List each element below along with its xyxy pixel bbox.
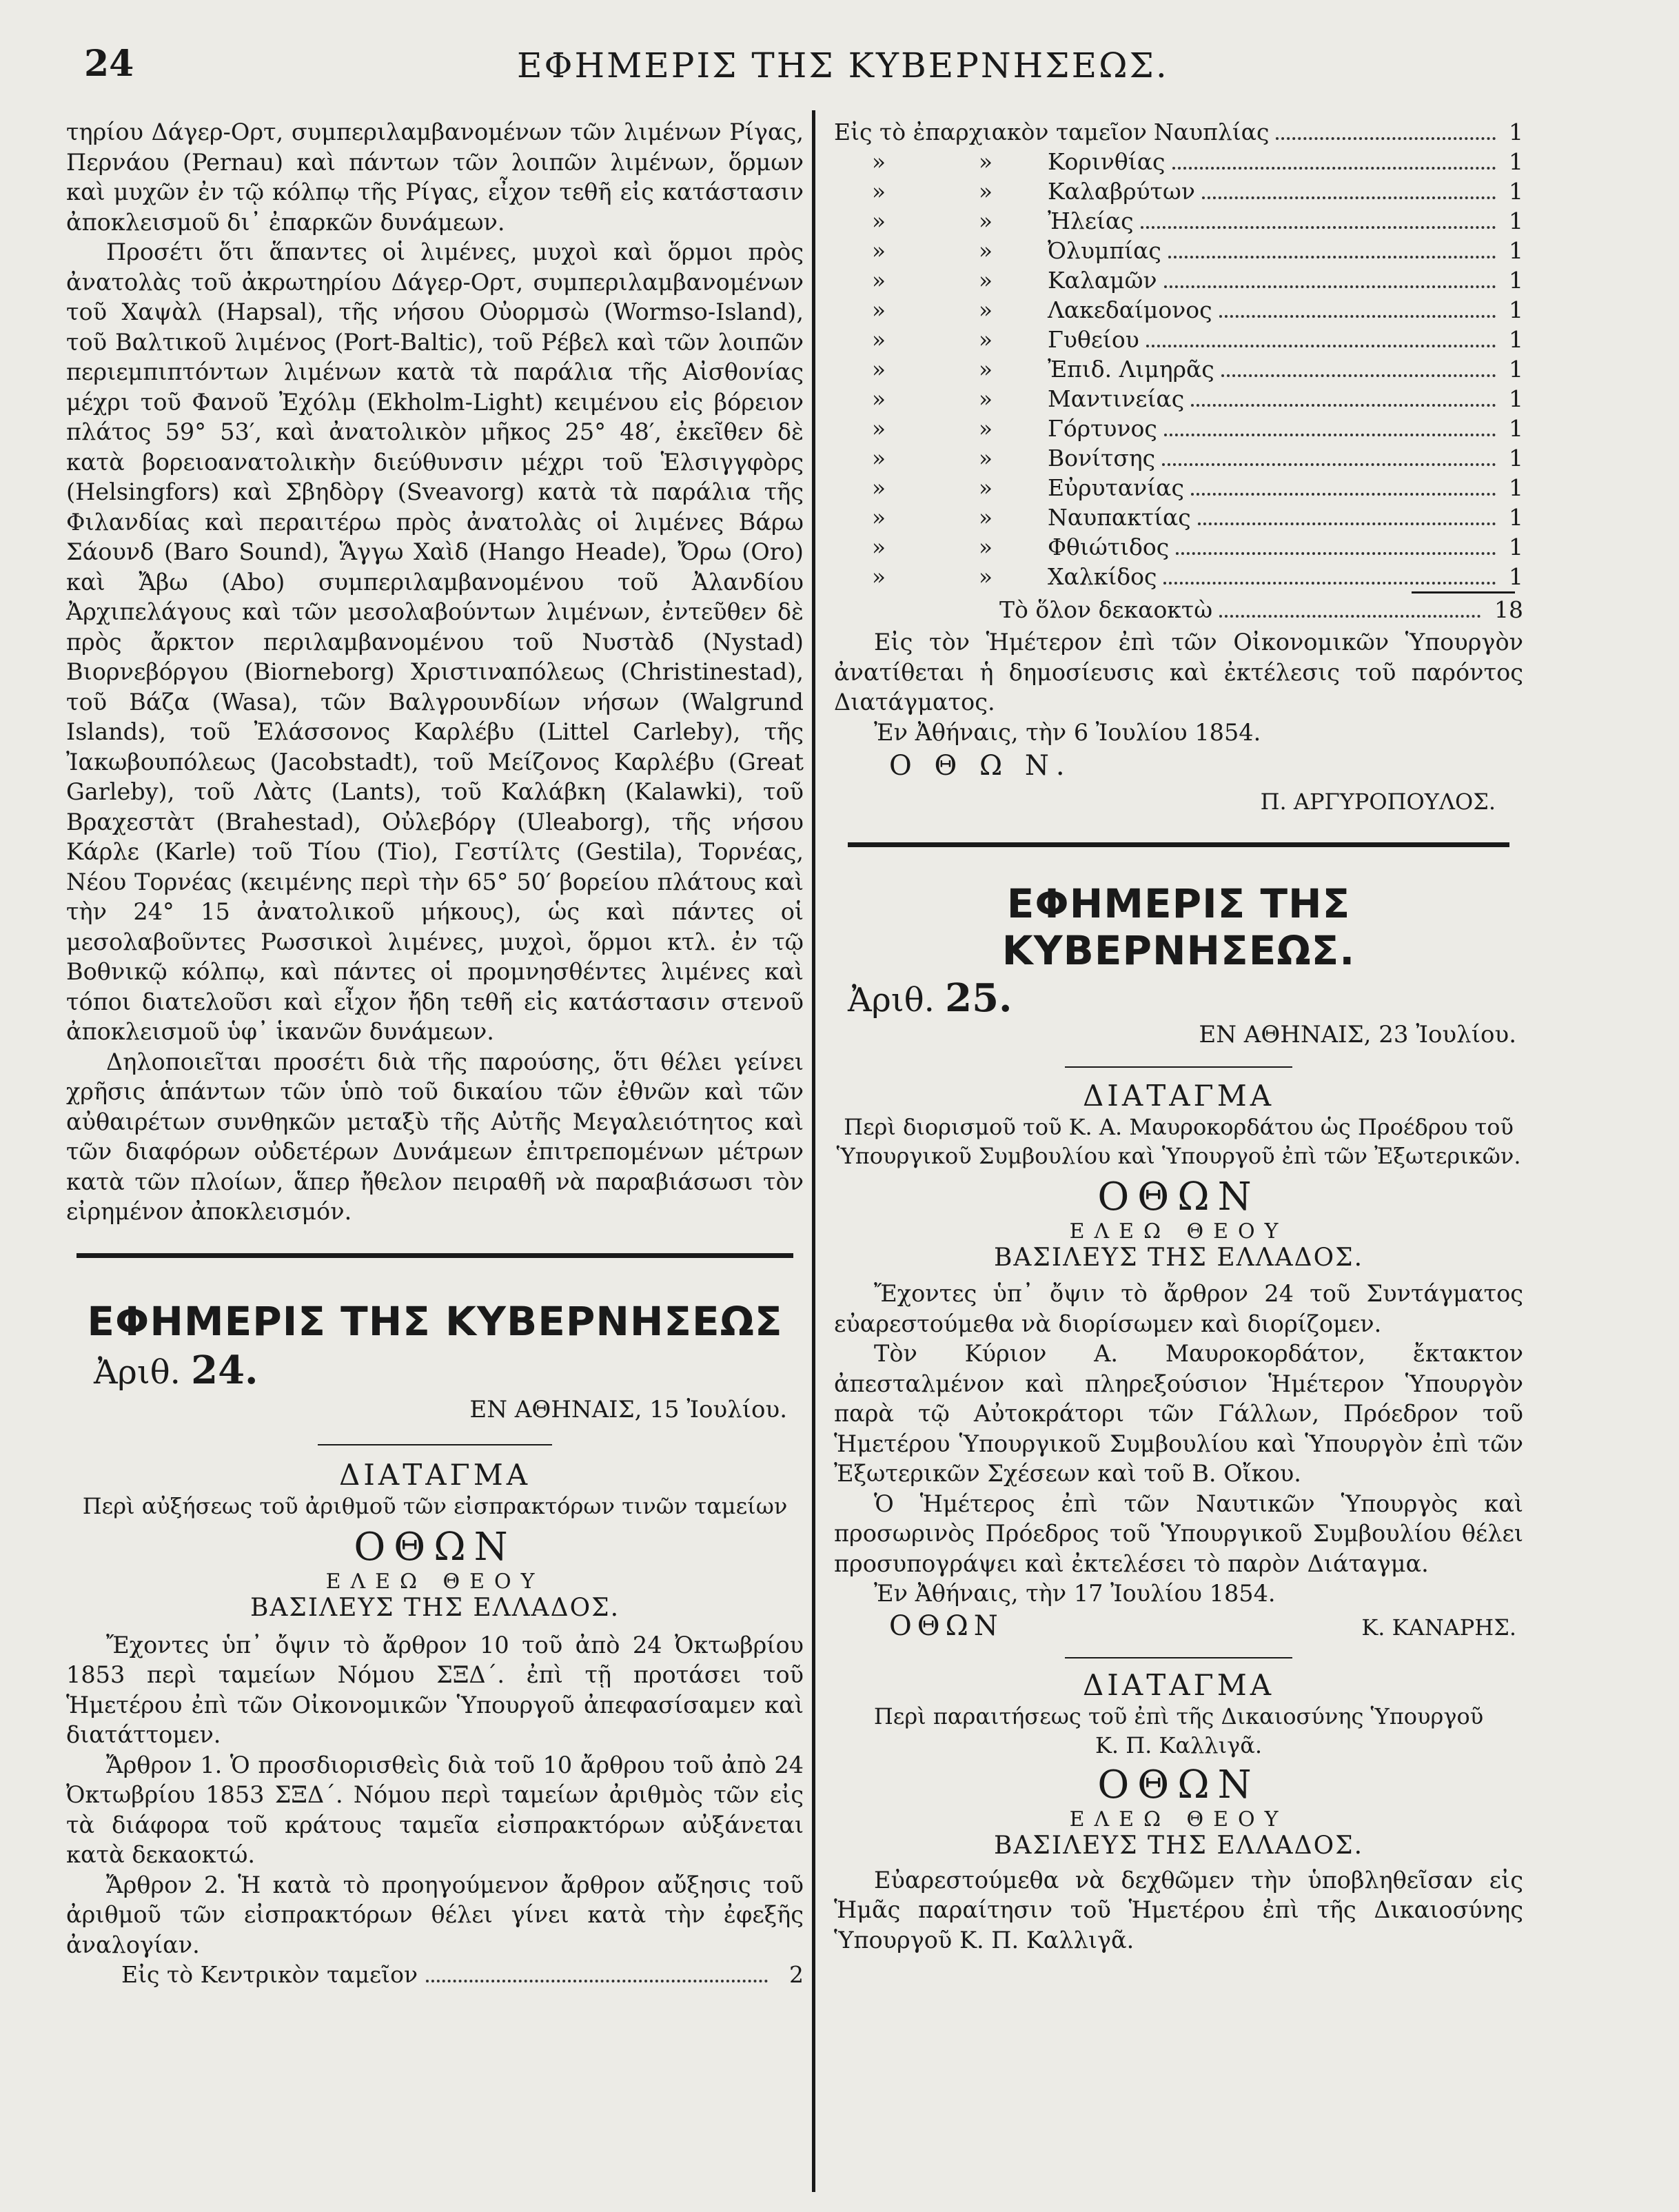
signature-row (834, 1610, 1523, 1642)
distribution-row (834, 532, 1523, 562)
decree-date-place: Ἐν Ἀθήναις, τὴν 17 Ἰουλίου 1854. (874, 1580, 1276, 1607)
decree-heading: ΔΙΑΤΑΓΜΑ (338, 1457, 531, 1492)
decree-subject: Περὶ παραιτήσεως τοῦ ἐπὶ τῆς Δικαιοσύνης Ὑπουργοῦ (873, 1703, 1484, 1729)
district-count: 1 (1509, 356, 1523, 383)
decree-paragraph: Ὁ Ἡμέτερος ἐπὶ τῶν Ναυτικῶν Ὑπουργὸς καὶ προσωρινὸς Πρόεδρος τοῦ Ὑπουργικοῦ Συμβουλίου θέλει προσυπογράψει καὶ ἐκτελέσει τὸ παρὸν Διάταγμα. (834, 1490, 1523, 1577)
ditto-mark: » (978, 326, 993, 353)
issue-25-number (848, 975, 1523, 1021)
eleo-theou: ΕΛΕΩ ΘΕΟΥ (1069, 1219, 1288, 1244)
ditto-mark: » (978, 178, 993, 205)
district-count: 1 (1509, 504, 1523, 531)
ditto-mark: » (871, 563, 886, 590)
ditto-mark: » (978, 267, 993, 294)
district-name: Γυθείου (1048, 326, 1139, 353)
leader-dots (1219, 615, 1480, 618)
ditto-mark: » (871, 534, 886, 560)
decree-heading: ΔΙΑΤΑΓΜΑ (1082, 1079, 1275, 1113)
distribution-row (834, 176, 1523, 206)
distribution-row (834, 236, 1523, 265)
ditto-mark: » (978, 237, 993, 264)
king-name: ΟΘΩΝ (1097, 1762, 1260, 1807)
total-label: Τὸ ὅλον δεκαοκτὼ (999, 596, 1213, 623)
king-title: ΒΑΣΙΛΕΥΣ ΤΗΣ ΕΛΛΑΔΟΣ. (993, 1244, 1364, 1272)
decree-subject: Κ. Π. Καλλιγᾶ. (1095, 1732, 1263, 1758)
district-count: 1 (1509, 237, 1523, 264)
ditto-mark: » (978, 296, 993, 323)
leader-dots (1202, 196, 1496, 199)
district-name: Χαλκίδος (1048, 563, 1157, 590)
king-title: ΒΑΣΙΛΕΥΣ ΤΗΣ ΕΛΛΑΔΟΣ. (250, 1593, 620, 1622)
district-name: Καλαμῶν (1048, 267, 1157, 294)
leader-dots (1219, 315, 1496, 318)
ditto-mark: » (871, 296, 886, 323)
decree-paragraph: Εὐαρεστούμεθα νὰ δεχθῶμεν τὴν ὑποβληθεῖσαν εἰς Ἡμᾶς παραίτησιν τοῦ Ἡμετέρου ἐπὶ τῆς Δικαιοσύνης Ὑπουργοῦ Κ. Π. Καλλιγᾶ. (834, 1866, 1523, 1954)
issue-number-label: Ἀριθ. (94, 1352, 181, 1392)
issue-24-title: ΕΦΗΜΕΡΙΣ ΤΗΣ ΚΥΒΕΡΝΗΣΕΩΣ (87, 1297, 783, 1345)
leader-dots (1168, 256, 1496, 258)
district-count: 1 (1509, 148, 1523, 175)
ditto-mark: » (978, 148, 993, 175)
ditto-mark: » (978, 356, 993, 383)
distribution-row (834, 265, 1523, 295)
ditto-mark: » (871, 267, 886, 294)
central-treasury-row (66, 1960, 804, 1989)
district-count: 1 (1509, 563, 1523, 590)
leader-dots (1191, 404, 1496, 407)
distribution-row (834, 384, 1523, 414)
leader-dots (1276, 137, 1496, 140)
running-title: ΕΦΗΜΕΡΙΣ ΤΗΣ ΚΥΒΕΡΝΗΣΕΩΣ. (517, 45, 1169, 85)
ditto-mark: » (978, 563, 993, 590)
notice-paragraph: Δηλοποιεῖται προσέτι διὰ τῆς παρούσης, ὅτι θέλει γείνει χρῆσις ἁπάντων τῶν ὑπὸ τοῦ δικαίου τῶν ἐθνῶν καὶ τῶν αὐθαιρέτων συνθηκῶν μεταξὺ τῆς Αὐτῆς Μεγαλειότητος καὶ τῶν διαφόρων οὐδετέρων Δυνάμεων ἐπιτρεπομένων μέτρων κατὰ τῶν πλοίων, ἅπερ ἤθελον πειραθῆ νὰ παραβιάσωσι τὸν εἰρημένον ἀποκλεισμόν. (66, 1048, 804, 1225)
district-name: Γόρτυνος (1048, 415, 1157, 442)
district-count: 1 (1509, 445, 1523, 471)
distribution-row (834, 325, 1523, 354)
central-treasury-count: 2 (789, 1961, 804, 1988)
left-column (66, 117, 804, 1989)
issue-24-date: ΕΝ ΑΘΗΝΑΙΣ, 15 Ἰουλίου. (469, 1395, 787, 1423)
ditto-mark: » (978, 534, 993, 560)
ditto-mark: » (871, 326, 886, 353)
leader-dots (426, 1980, 768, 1982)
district-name: Εὐρυτανίας (1048, 474, 1184, 501)
district-name: Βονίτσης (1048, 445, 1156, 471)
district-count: 1 (1509, 385, 1523, 412)
ditto-mark: » (978, 474, 993, 501)
sum-rule (1412, 591, 1515, 593)
distribution-row (834, 206, 1523, 236)
ditto-mark: » (871, 445, 886, 471)
district-count: 1 (1509, 534, 1523, 560)
district-count: 1 (1509, 326, 1523, 353)
ditto-mark: » (871, 385, 886, 412)
leader-dots (1141, 226, 1496, 229)
distribution-table (834, 117, 1523, 591)
distribution-row (834, 443, 1523, 473)
ditto-mark: » (871, 178, 886, 205)
decree-subject: Περὶ διορισμοῦ τοῦ Κ. Α. Μαυροκορδάτου ὡς Προέδρου τοῦ Ὑπουργικοῦ Συμβουλίου καὶ Ὑπουργοῦ ἐπὶ τῶν Ἐξωτερικῶν. (836, 1114, 1521, 1169)
section-rule (77, 1253, 793, 1258)
king-signature: Ο Θ Ω Ν. (889, 750, 1072, 782)
minister-signature: Π. ΑΡΓΥΡΟΠΟΥΛΟΣ. (1260, 789, 1496, 815)
issue-25-date: ΕΝ ΑΘΗΝΑΙΣ, 23 Ἰουλίου. (1199, 1021, 1516, 1048)
eleo-theou: ΕΛΕΩ ΘΕΟΥ (325, 1569, 545, 1594)
ditto-mark: » (871, 415, 886, 442)
district-name: Φθιώτιδος (1048, 534, 1170, 560)
district-count: 1 (1509, 207, 1523, 234)
page-number: 24 (84, 43, 134, 85)
leader-dots (1221, 374, 1496, 377)
distribution-row (834, 295, 1523, 325)
leader-dots (1162, 463, 1496, 466)
leader-dots (1191, 493, 1496, 496)
ditto-mark: » (871, 504, 886, 531)
leader-dots (1164, 434, 1496, 436)
issue-25-title: ΕΦΗΜΕΡΙΣ ΤΗΣ ΚΥΒΕΡΝΗΣΕΩΣ. (1001, 880, 1356, 974)
ditto-mark: » (871, 148, 886, 175)
ditto-mark: » (871, 356, 886, 383)
distribution-row (834, 117, 1523, 147)
leader-dots (1176, 552, 1496, 555)
ditto-mark: » (978, 207, 993, 234)
ditto-mark: » (978, 504, 993, 531)
central-treasury-label: Εἰς τὸ Κεντρικὸν ταμεῖον (121, 1961, 418, 1988)
ditto-mark: » (978, 415, 993, 442)
distribution-row (834, 414, 1523, 443)
blockade-paragraph: Προσέτι ὅτι ἅπαντες οἱ λιμένες, μυχοὶ καὶ ὅρμοι πρὸς ἀνατολὰς τοῦ ἀκρωτηρίου Δάγερ-Ορτ, συμπεριλαμβανομένων τοῦ Χαψὰλ (Hapsal), τῆς νήσου Οὐορμσὼ (Wormso-Island), τοῦ Βαλτικοῦ λιμένος (Port-Baltic), τοῦ Ρέβελ καὶ τῶν λοιπῶν περιεμπιπτόντων λιμένων κατὰ τὰ παράλια τῆς Αἰσθονίας μέχρι τοῦ Φανοῦ Ἐχόλμ (Ekholm-Light) κειμένου εἰς βόρειον πλάτος 59° 53′, καὶ ἀνατολικὸν μῆκος 25° 48′, ἐκεῖθεν δὲ κατὰ βορειοανατολικὴν διεύθυνσιν μέχρι τοῦ Ἑλσιγγφὸρς (Helsingfors) καὶ Σβηδὸργ (Sveavorg) κατὰ τὰ παράλια τῆς Φιλανδίας καὶ περαιτέρω πρὸς ἀνατολὰς οἱ λιμένες Βάρω Σάουνδ (Baro Sound), Ἅγγω Χαὶδ (Hango Heade), Ὄρω (Oro) καὶ Ἄβω (Abo) συμπεριλαμβανομένου τοῦ Ἀλανδίου Ἀρχιπελάγους καὶ τῶν μεσολαβούντων λιμένων, ἐντεῦθεν δὲ πρὸς ἄρκτον περιλαμβανομένου τοῦ Νυστὰδ (Nystad) Βιορνεβόργου (Biorneborg) Χριστιναπόλεως (Christinestad), τοῦ Βάζα (Wasa), τῶν Βαλγρουνδίων νήσων (Walgrund Islands), τοῦ Ἐλάσσονος Καρλέβυ (Littel Carleby), τῆς Ἰακωβουπόλεως (Jacobstadt), τοῦ Μείζονος Καρλέβυ (Great Garleby), τοῦ Λὰτς (Lants), τοῦ Καλάβκη (Kalawki), τοῦ Βραχεστὰτ (Brahestad), Οὐλεβόργ (Uleaborg), τῆς νήσου Κάρλε (Karle) τοῦ Τίου (Tio), Γεστίλτς (Gestila), Τορνέας, Νέου Τορνέας (κειμένης περὶ τὴν 65° 50′ βορείου πλάτους καὶ τὴν 24° 15 ἀνατολικοῦ μήκους), ὡς καὶ πάντες οἱ μεσολαβοῦντες Ρωσσικοὶ λιμένες, μυχοὶ, ὅρμοι κτλ. ἐν τῷ Βοθνικῷ κόλπῳ, καὶ πάντες οἱ προμνησθέντες λιμένες καὶ τόποι διατελοῦσι καὶ εἶχον ἤδη τεθῆ εἰς κατάστασιν στενοῦ ἀποκλεισμοῦ ὑφ᾿ ἱκανῶν δυνάμεων. (66, 239, 804, 1045)
king-name: ΟΘΩΝ (354, 1524, 516, 1570)
leader-dots (1172, 167, 1496, 170)
ditto-mark: » (871, 474, 886, 501)
article-1: Ἄρθρον 1. Ὁ προσδιορισθεὶς διὰ τοῦ 10 ἄρθρου τοῦ ἀπὸ 24 Ὀκτωβρίου 1853 ΣΞΔ΄. Νόμου περὶ ταμείων ἀριθμὸς τῶν εἰς τὰ διάφορα τοῦ κράτους ταμεῖα εἰσπρακτόρων αὐξάνεται κατὰ δεκαοκτώ. (66, 1751, 804, 1868)
district-name: Κορινθίας (1048, 148, 1166, 175)
district-name: Ἠλείας (1048, 207, 1134, 234)
leader-dots (1146, 345, 1496, 347)
decree-date-place: Ἐν Ἀθήναις, τὴν 6 Ἰουλίου 1854. (874, 718, 1261, 746)
issue-number-value: 24. (191, 1347, 258, 1393)
district-name: Λακεδαίμονος (1048, 296, 1212, 323)
ditto-mark: » (871, 207, 886, 234)
king-title: ΒΑΣΙΛΕΥΣ ΤΗΣ ΕΛΛΑΔΟΣ. (993, 1831, 1364, 1860)
district-name: Ἐπιδ. Λιμηρᾶς (1048, 356, 1214, 383)
distribution-row (834, 503, 1523, 532)
district-count: 1 (1509, 296, 1523, 323)
district-name: Ναυπακτίας (1048, 504, 1191, 531)
distribution-prefix: Εἰς τὸ ἐπαρχιακὸν ταμεῖον (834, 119, 1147, 145)
total-count: 18 (1494, 596, 1523, 623)
distribution-row (834, 354, 1523, 384)
minister-signature: Κ. ΚΑΝΑΡΗΣ. (1361, 1614, 1516, 1641)
distribution-row (834, 562, 1523, 591)
leader-dots (1163, 582, 1496, 585)
total-row (834, 595, 1523, 625)
leader-dots (1198, 522, 1496, 525)
decree-paragraph: Τὸν Κύριον Α. Μαυροκορδάτον, ἔκτακτον ἀπεσταλμένον καὶ πληρεξούσιον Ἡμέτερον Ὑπουργὸν παρὰ τῷ Αὐτοκράτορι τῶν Γάλλων, Πρόεδρον τοῦ Ἡμετέρου Ὑπουργικοῦ Συμβουλίου καὶ Ὑπουργὸν ἐπὶ τῶν Ἐξωτερικῶν Σχέσεων καὶ τοῦ Β. Οἴκου. (834, 1340, 1523, 1487)
section-rule (848, 842, 1509, 847)
eleo-theou: ΕΛΕΩ ΘΕΟΥ (1069, 1807, 1288, 1832)
king-signature: ΟΘΩΝ (889, 1610, 1004, 1642)
issue-number-value: 25. (945, 975, 1013, 1021)
district-name: Ὀλυμπίας (1048, 237, 1161, 264)
right-column (834, 117, 1523, 1955)
district-count: 1 (1509, 415, 1523, 442)
district-count: 1 (1509, 267, 1523, 294)
column-divider (812, 110, 815, 2192)
decree-subject: Περὶ αὐξήσεως τοῦ ἀριθμοῦ τῶν εἰσπρακτόρων τινῶν ταμείων (82, 1492, 788, 1519)
issue-24-number (94, 1348, 804, 1393)
execution-clause: Εἰς τὸν Ἡμέτερον ἐπὶ τῶν Οἰκονομικῶν Ὑπουργὸν ἀνατίθεται ἡ δημοσίευσις καὶ ἐκτέλεσις τοῦ παρόντος Διατάγματος. (834, 629, 1523, 716)
decree-paragraph: Ἔχοντες ὑπ᾿ ὄψιν τὸ ἄρθρον 24 τοῦ Συντάγματος εὐαρεστούμεθα νὰ διορίσωμεν καὶ διορίζομεν. (834, 1280, 1523, 1337)
article-2: Ἄρθρον 2. Ἡ κατὰ τὸ προηγούμενον ἄρθρον αὔξησις τοῦ ἀριθμοῦ τῶν εἰσπρακτόρων θέλει γίνει κατὰ τὴν ἐφεξῆς ἀναλογίαν. (66, 1871, 804, 1958)
decree-heading: ΔΙΑΤΑΓΜΑ (1082, 1667, 1275, 1702)
district-count: 1 (1509, 119, 1523, 145)
leader-dots (1164, 285, 1496, 288)
district-count: 1 (1509, 178, 1523, 205)
continued-paragraph: τηρίου Δάγερ-Ορτ, συμπεριλαμβανομένων τῶν λιμένων Ρίγας, Περνάου (Pernau) καὶ πάντων τῶν λοιπῶν λιμένων, ὅρμων καὶ μυχῶν ἐν τῷ κόλπῳ τῆς Ρίγας, εἶχον τεθῆ εἰς κατάστασιν ἀποκλεισμοῦ δι᾿ ἐπαρκῶν δυνάμεων. (66, 119, 804, 236)
king-name: ΟΘΩΝ (1097, 1175, 1260, 1219)
ditto-mark: » (978, 385, 993, 412)
district-name: Ναυπλίας (1153, 119, 1270, 145)
issue-number-label: Ἀριθ. (848, 981, 935, 1019)
distribution-row (834, 147, 1523, 176)
decree-preamble: Ἔχοντες ὑπ᾿ ὄψιν τὸ ἄρθρον 10 τοῦ ἀπὸ 24 Ὀκτωβρίου 1853 περὶ ταμείων Νόμου ΣΞΔ΄. ἐπὶ τῇ προτάσει τοῦ Ἡμετέρου ἐπὶ τῶν Οἰκονομικῶν Ὑπουργοῦ ἀπεφασίσαμεν καὶ διατάττομεν. (66, 1631, 804, 1748)
district-name: Μαντινείας (1048, 385, 1185, 412)
ditto-mark: » (978, 445, 993, 471)
district-name: Καλαβρύτων (1048, 178, 1195, 205)
ditto-mark: » (871, 237, 886, 264)
district-count: 1 (1509, 474, 1523, 501)
distribution-row (834, 473, 1523, 503)
